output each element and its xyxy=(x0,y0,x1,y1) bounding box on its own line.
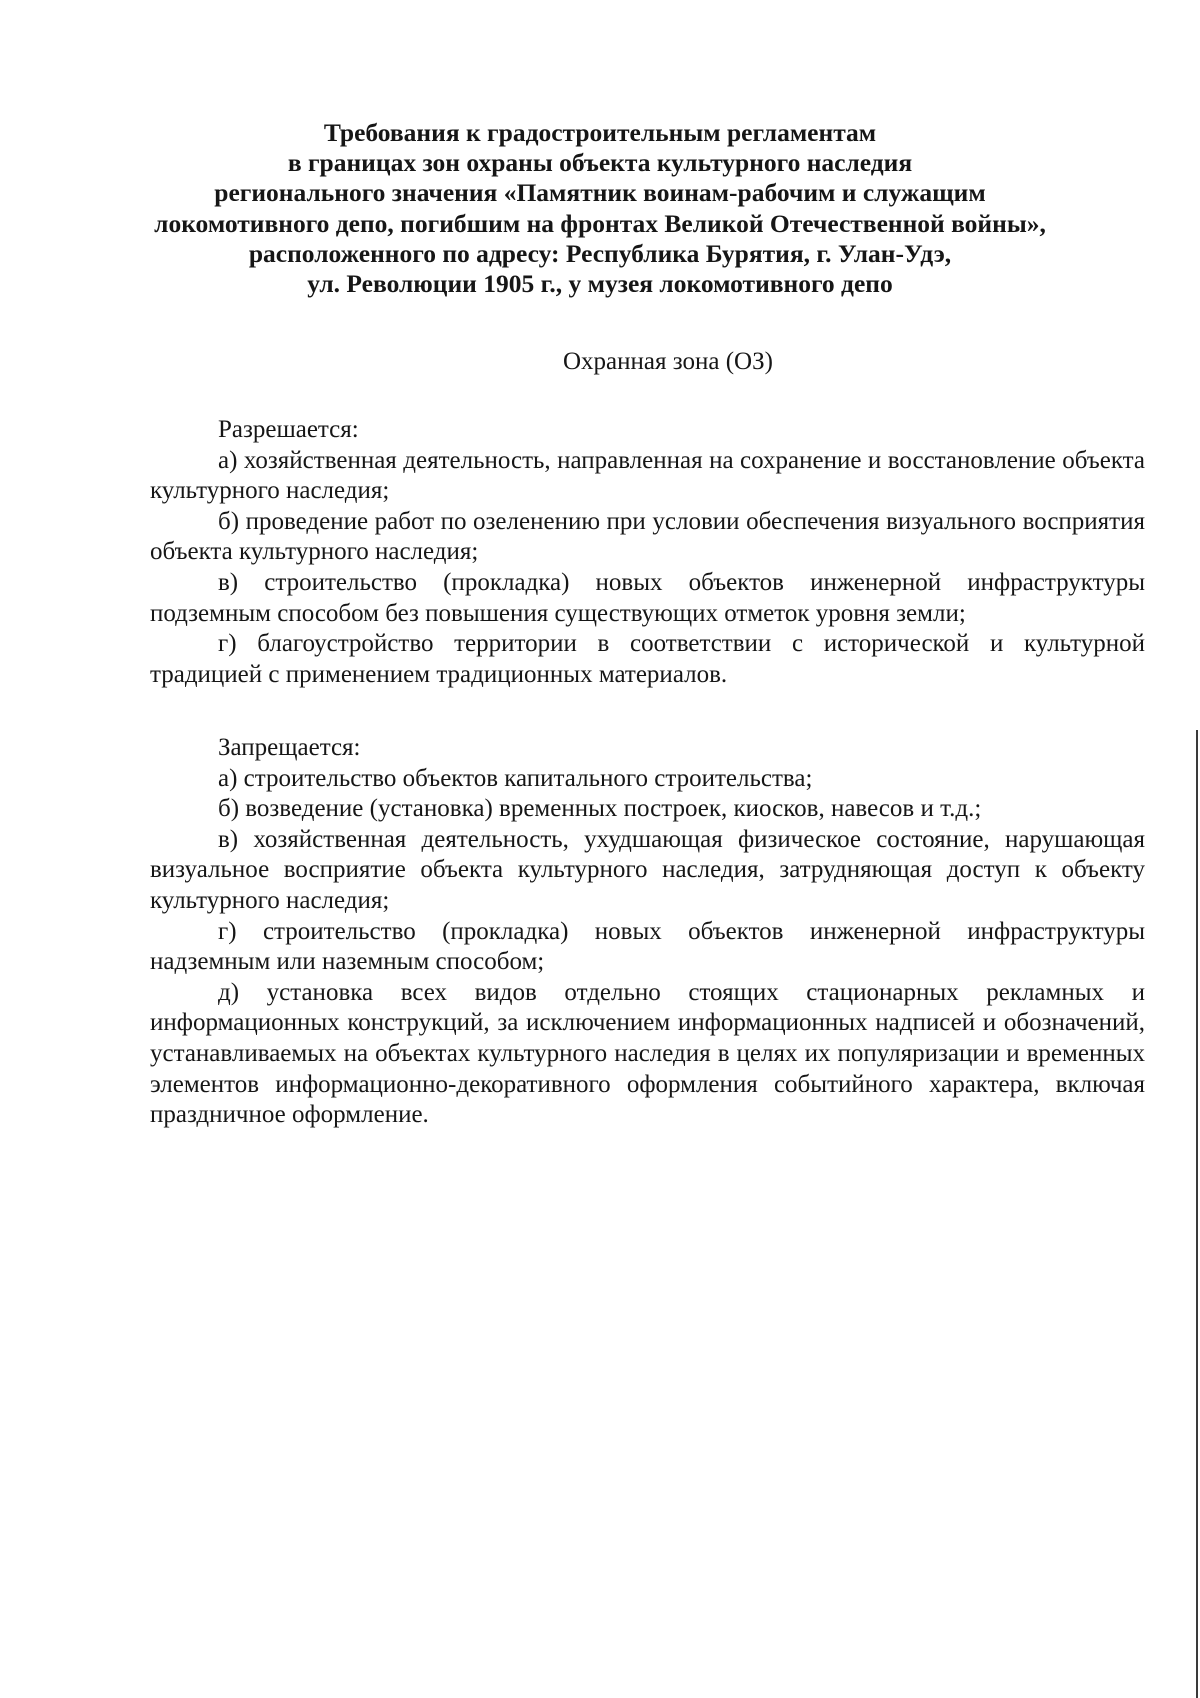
forbidden-heading: Запрещается: xyxy=(218,734,361,761)
title-line: регионального значения «Памятник воинам-рабочим и служащим xyxy=(214,178,986,208)
forbidden-item: д) установка всех видов отдельно стоящих стационарных рекламных и информационных конструкций, за исключением информационных надписей и обозначений, устанавливаемых на объектах культурного наследия в целях их популяризации и временных элементов информационно-декоративного оформления событийного характера, включая праздничное оформление. xyxy=(150,978,1145,1129)
allowed-item: б) проведение работ по озеленению при условии обеспечения визуального восприятия объекта культурного наследия; xyxy=(150,507,1145,566)
scan-edge-line xyxy=(1196,730,1198,1698)
forbidden-item: а) строительство объектов капитального строительства; xyxy=(218,764,813,792)
title-line: в границах зон охраны объекта культурного наследия xyxy=(287,148,913,178)
title-line: локомотивного депо, погибшим на фронтах Великой Отечественной войны», xyxy=(154,208,1046,238)
forbidden-item: в) хозяйственная деятельность, ухудшающая физическое состояние, нарушающая визуальное восприятие объекта культурного наследия, затрудняющая доступ к объекту культурного наследия; xyxy=(150,825,1145,914)
allowed-item: а) хозяйственная деятельность, направленная на сохранение и восстановление объекта культурного наследия; xyxy=(150,446,1145,505)
allowed-item: в) строительство (прокладка) новых объектов инженерной инфраструктуры подземным способом без повышения существующих отметок уровня земли; xyxy=(150,568,1145,627)
document-title xyxy=(140,118,1060,299)
forbidden-item: г) строительство (прокладка) новых объектов инженерной инфраструктуры надземным или наземным способом; xyxy=(150,917,1145,976)
allowed-heading: Разрешается: xyxy=(218,416,359,443)
forbidden-section xyxy=(150,733,1145,1131)
title-line: расположенного по адресу: Республика Бурятия, г. Улан-Удэ, xyxy=(248,238,952,268)
allowed-section xyxy=(150,415,1145,690)
title-line: Требования к градостроительным регламентам xyxy=(323,118,877,147)
zone-label: Охранная зона (ОЗ) xyxy=(563,348,773,375)
allowed-item: г) благоустройство территории в соответствии с исторической и культурной традицией с применением традиционных материалов. xyxy=(150,630,1145,688)
title-line: ул. Революции 1905 г., у музея локомотивного депо xyxy=(307,269,893,299)
forbidden-item: б) возведение (установка) временных построек, киосков, навесов и т.д.; xyxy=(218,795,982,823)
